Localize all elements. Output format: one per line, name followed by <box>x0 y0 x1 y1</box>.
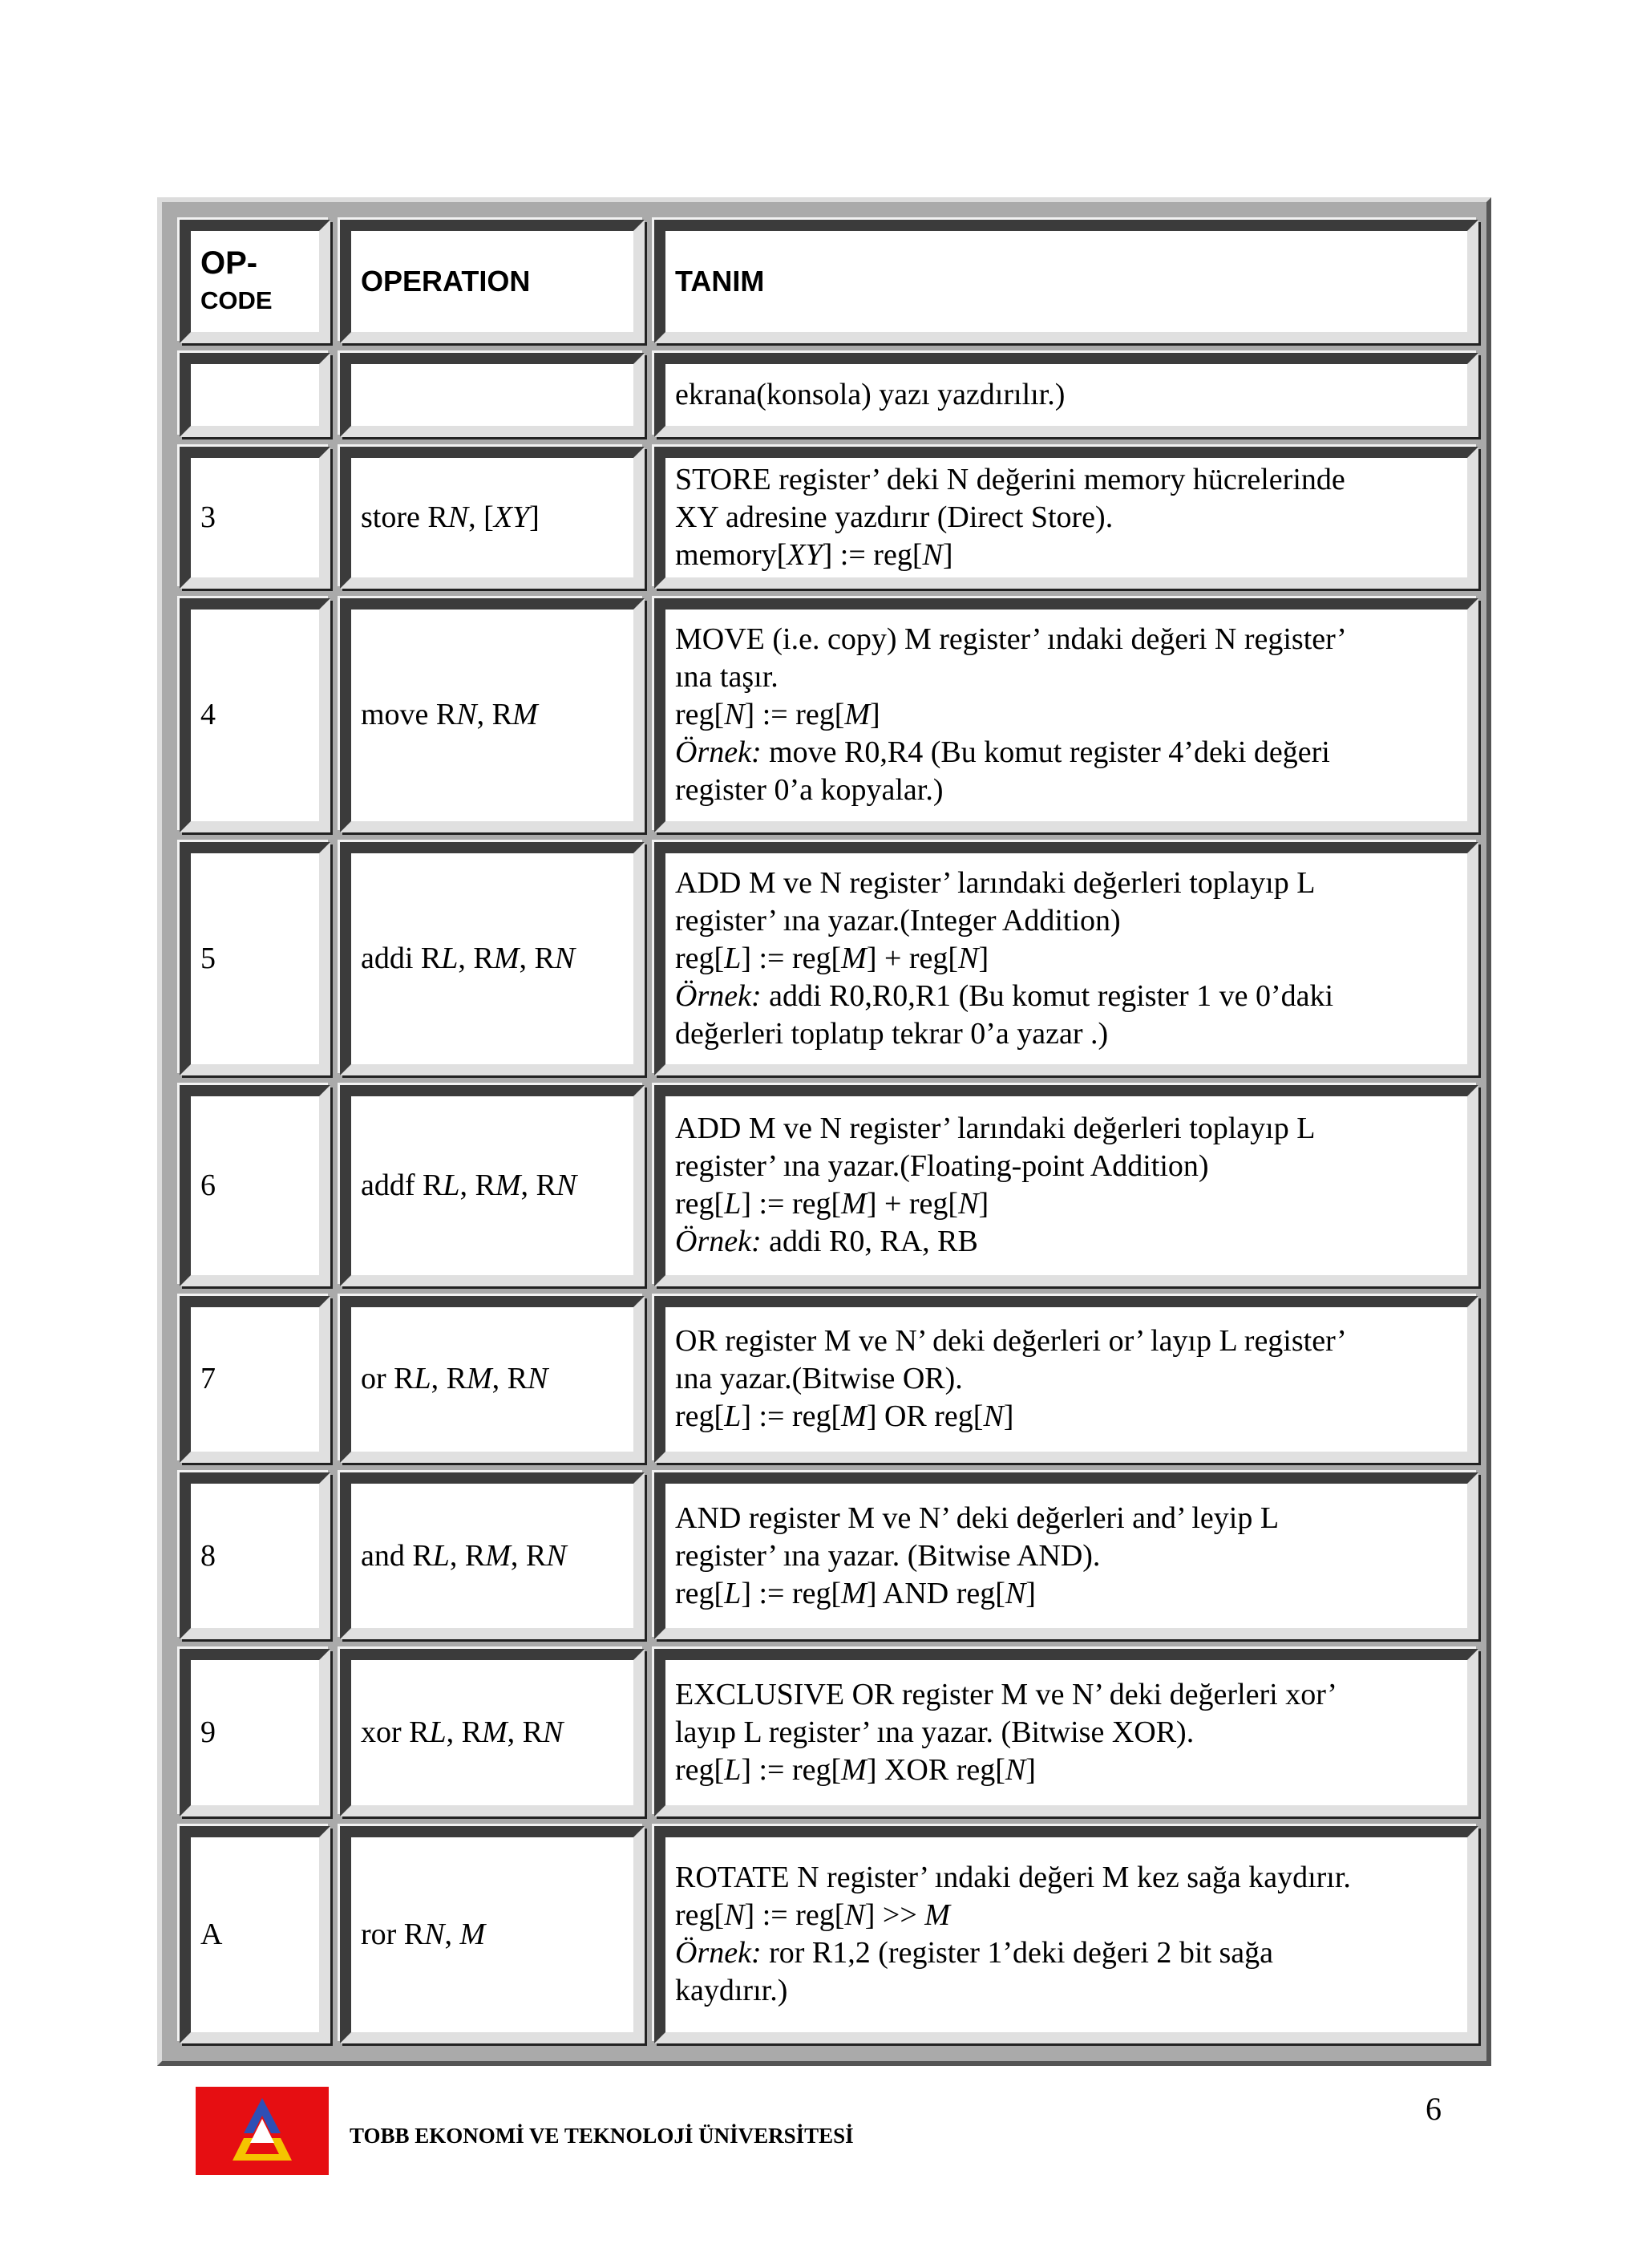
description-line <box>675 1972 1467 2010</box>
text-segment: M <box>841 941 867 975</box>
text-segment: ] := reg[ <box>741 1753 842 1788</box>
text-segment: L <box>724 1753 742 1788</box>
opcode-cell <box>180 447 330 589</box>
text-segment: N <box>556 1168 577 1202</box>
text-segment: N <box>447 500 469 534</box>
text-segment: ] := reg[ <box>822 537 923 572</box>
text-segment: N <box>543 1715 564 1750</box>
text-segment: N <box>554 941 576 975</box>
table-row <box>180 447 1478 589</box>
text-segment: kaydırır.) <box>675 1974 788 2008</box>
opcode-value: 3 <box>200 500 216 534</box>
text-segment: , R <box>507 1715 544 1750</box>
text-segment: register’ ına yazar.(Integer Addition) <box>675 903 1121 938</box>
text-segment: reg[ <box>675 1187 725 1221</box>
text-segment: reg[ <box>675 1399 725 1434</box>
text-segment: ror R1,2 (register 1’deki değeri 2 bit sağa <box>761 1936 1274 1970</box>
description-line <box>675 376 1467 414</box>
operation-cell <box>340 1085 645 1286</box>
text-segment: XY adresine yazdırır (Direct Store). <box>675 500 1114 534</box>
opcode-cell <box>180 353 330 436</box>
description-cell <box>654 353 1478 436</box>
text-segment: ] <box>1025 1753 1036 1788</box>
description-line <box>675 1185 1467 1223</box>
text-segment: , R <box>459 1168 495 1202</box>
text-segment: layıp L register’ ına yazar. (Bitwise XOR). <box>675 1715 1195 1750</box>
text-segment: M <box>482 1715 508 1750</box>
text-segment: and R <box>361 1538 433 1573</box>
opcode-value: 9 <box>200 1715 216 1750</box>
text-segment: M <box>841 1187 867 1221</box>
description-line <box>675 1859 1467 1897</box>
description-line <box>675 1500 1467 1537</box>
opcode-value: 4 <box>200 698 216 732</box>
operation-cell <box>340 598 645 832</box>
text-segment: N <box>724 1898 745 1933</box>
text-segment: EXCLUSIVE OR register M ve N’ deki değerleri xor’ <box>675 1678 1337 1712</box>
text-segment: ] <box>978 1187 989 1221</box>
text-segment: store R <box>361 500 448 534</box>
opcode-cell <box>180 1826 330 2043</box>
header-opcode-line2: CODE <box>200 286 273 314</box>
text-segment: N <box>456 698 477 732</box>
table-row <box>180 1296 1478 1463</box>
text-segment: ] := reg[ <box>741 941 842 975</box>
description-cell <box>654 1649 1478 1816</box>
instruction-table-frame <box>157 197 1491 2066</box>
description-line <box>675 1223 1467 1261</box>
text-segment: ror R <box>361 1917 425 1951</box>
text-segment: N <box>844 1898 865 1933</box>
text-segment: ] + reg[ <box>866 1187 959 1221</box>
text-segment: M <box>459 1917 486 1951</box>
text-segment: ] <box>942 537 953 572</box>
text-segment: M <box>512 698 538 732</box>
text-segment: ADD M ve N register’ larındaki değerleri toplayıp L <box>675 1112 1316 1146</box>
table-row <box>180 842 1478 1076</box>
text-segment: move R0,R4 (Bu komut register 4’deki değeri <box>761 735 1330 770</box>
text-segment: ] >> <box>864 1898 925 1933</box>
text-segment: M <box>493 941 520 975</box>
text-segment: , R <box>458 941 494 975</box>
text-segment: addi R <box>361 941 442 975</box>
description-line <box>675 621 1467 658</box>
text-segment: L <box>724 941 742 975</box>
text-segment: N <box>528 1362 548 1396</box>
table-row <box>180 1649 1478 1816</box>
text-segment: N <box>1005 1753 1026 1788</box>
text-segment: değerleri toplatıp tekrar 0’a yazar .) <box>675 1016 1109 1051</box>
text-segment: N <box>983 1399 1004 1434</box>
text-segment: ] := reg[ <box>741 1576 842 1610</box>
text-segment: ] <box>978 941 989 975</box>
text-segment: register’ ına yazar. (Bitwise AND). <box>675 1538 1101 1573</box>
text-segment: Örnek: <box>675 1225 762 1259</box>
table-row <box>180 1085 1478 1286</box>
text-segment: ] := reg[ <box>741 1399 842 1434</box>
text-segment: ] <box>529 500 540 534</box>
text-segment: reg[ <box>675 1576 725 1610</box>
description-cell <box>654 1296 1478 1463</box>
table-row <box>180 598 1478 832</box>
university-name: TOBB EKONOMİ VE TEKNOLOJİ ÜNİVERSİTESİ <box>350 2124 854 2148</box>
description-line <box>675 1897 1467 1934</box>
text-segment: , <box>444 1917 460 1951</box>
text-segment: M <box>841 1576 867 1610</box>
text-segment: L <box>432 1538 450 1573</box>
text-segment: L <box>414 1362 431 1396</box>
operation-cell <box>340 1649 645 1816</box>
text-segment: , R <box>519 941 555 975</box>
text-segment: ] := reg[ <box>744 1898 845 1933</box>
text-segment: Örnek: <box>675 1936 762 1970</box>
text-segment: , R <box>491 1362 528 1396</box>
text-segment: XY <box>493 500 530 534</box>
description-line <box>675 1714 1467 1752</box>
text-segment: M <box>467 1362 492 1396</box>
text-segment: ekrana(konsola) yazı yazdırılır.) <box>675 377 1066 411</box>
text-segment: , R <box>476 698 512 732</box>
text-segment: M <box>841 1399 867 1434</box>
text-segment: reg[ <box>675 1898 725 1933</box>
opcode-value: 6 <box>200 1168 216 1202</box>
text-segment: ] := reg[ <box>744 698 845 732</box>
text-segment: move R <box>361 698 457 732</box>
description-line <box>675 1148 1467 1185</box>
opcode-cell <box>180 1296 330 1463</box>
text-segment: M <box>485 1538 511 1573</box>
operation-cell <box>340 1296 645 1463</box>
text-segment: reg[ <box>675 698 725 732</box>
description-line <box>675 537 1467 574</box>
instruction-table <box>170 210 1488 2053</box>
header-opcode <box>180 220 330 343</box>
text-segment: memory[ <box>675 537 787 572</box>
text-segment: register 0’a kopyalar.) <box>675 773 944 808</box>
description-line <box>675 696 1467 734</box>
table-row <box>180 1472 1478 1639</box>
text-segment: Örnek: <box>675 735 762 770</box>
text-segment: , R <box>449 1538 486 1573</box>
text-segment: L <box>724 1576 742 1610</box>
text-segment: L <box>443 1168 460 1202</box>
text-segment: ına taşır. <box>675 660 779 695</box>
text-segment: ] <box>1003 1399 1014 1434</box>
text-segment: OR register M ve N’ deki değerleri or’ layıp L register’ <box>675 1324 1347 1359</box>
description-line <box>675 940 1467 978</box>
text-segment: Örnek: <box>675 978 762 1013</box>
text-segment: , R <box>510 1538 547 1573</box>
text-segment: M <box>924 1898 950 1933</box>
description-line <box>675 1752 1467 1789</box>
text-segment: M <box>495 1168 521 1202</box>
logo-triangle-icon <box>196 2087 329 2175</box>
table-row <box>180 1826 1478 2043</box>
operation-cell <box>340 1472 645 1639</box>
header-tanim-label: TANIM <box>675 265 765 298</box>
opcode-value: 7 <box>200 1362 216 1396</box>
table-header-row <box>180 220 1478 343</box>
text-segment: reg[ <box>675 941 725 975</box>
text-segment: L <box>724 1399 742 1434</box>
operation-cell <box>340 353 645 436</box>
text-segment: or R <box>361 1362 415 1396</box>
text-segment: M <box>844 698 871 732</box>
description-cell <box>654 1472 1478 1639</box>
description-cell <box>654 842 1478 1076</box>
description-line <box>675 1398 1467 1436</box>
header-tanim <box>654 220 1478 343</box>
text-segment: , R <box>520 1168 556 1202</box>
text-segment: STORE register’ deki N değerini memory hücrelerinde <box>675 462 1345 496</box>
text-segment: N <box>1005 1576 1026 1610</box>
page-number: 6 <box>1426 2091 1442 2127</box>
text-segment: L <box>429 1715 447 1750</box>
text-segment: N <box>958 941 979 975</box>
text-segment: N <box>922 537 943 572</box>
text-segment: ] <box>1025 1576 1036 1610</box>
header-opcode-line1: OP- <box>200 245 258 281</box>
opcode-cell <box>180 598 330 832</box>
header-operation-label: OPERATION <box>361 265 531 298</box>
text-segment: N <box>724 698 745 732</box>
description-cell <box>654 598 1478 832</box>
text-segment: ADD M ve N register’ larındaki değerleri toplayıp L <box>675 865 1316 900</box>
text-segment: N <box>958 1187 979 1221</box>
description-line <box>675 734 1467 772</box>
opcode-value: 5 <box>200 941 216 975</box>
text-segment: L <box>441 941 459 975</box>
text-segment: , [ <box>468 500 494 534</box>
description-line <box>675 461 1467 499</box>
operation-cell <box>340 447 645 589</box>
text-segment: , R <box>431 1362 467 1396</box>
text-segment: ] OR reg[ <box>866 1399 984 1434</box>
text-segment: MOVE (i.e. copy) M register’ ındaki değeri N register’ <box>675 622 1347 657</box>
opcode-value: A <box>200 1917 223 1951</box>
description-line <box>675 1110 1467 1148</box>
operation-cell <box>340 842 645 1076</box>
text-segment: N <box>424 1917 445 1951</box>
text-segment: M <box>841 1753 867 1788</box>
text-segment: ] <box>870 698 880 732</box>
university-logo <box>196 2087 329 2175</box>
description-line <box>675 1537 1467 1575</box>
text-segment: L <box>724 1187 742 1221</box>
text-segment: addf R <box>361 1168 443 1202</box>
table-row <box>180 353 1478 436</box>
description-cell <box>654 447 1478 589</box>
text-segment: ] AND reg[ <box>866 1576 1005 1610</box>
description-line <box>675 865 1467 902</box>
text-segment: AND register M ve N’ deki değerleri and’ leyip L <box>675 1501 1280 1535</box>
description-line <box>675 1934 1467 1972</box>
text-segment: ] := reg[ <box>741 1187 842 1221</box>
text-segment: N <box>546 1538 567 1573</box>
text-segment: register’ ına yazar.(Floating-point Addition) <box>675 1149 1209 1184</box>
text-segment: ROTATE N register’ ındaki değeri M kez sağa kaydırır. <box>675 1861 1351 1895</box>
opcode-cell <box>180 1085 330 1286</box>
text-segment: xor R <box>361 1715 430 1750</box>
description-line <box>675 1015 1467 1053</box>
text-segment: ına yazar.(Bitwise OR). <box>675 1362 963 1396</box>
text-segment: ] XOR reg[ <box>866 1753 1005 1788</box>
description-line <box>675 1676 1467 1714</box>
text-segment: reg[ <box>675 1753 725 1788</box>
description-line <box>675 1322 1467 1360</box>
header-operation <box>340 220 645 343</box>
text-segment: , R <box>446 1715 482 1750</box>
text-segment: XY <box>787 537 823 572</box>
description-line <box>675 1575 1467 1613</box>
description-line <box>675 772 1467 809</box>
text-segment: ] + reg[ <box>866 941 959 975</box>
description-line <box>675 499 1467 537</box>
description-cell <box>654 1826 1478 2043</box>
description-cell <box>654 1085 1478 1286</box>
operation-cell <box>340 1826 645 2043</box>
opcode-cell <box>180 1472 330 1639</box>
text-segment: addi R0,R0,R1 (Bu komut register 1 ve 0’daki <box>761 978 1334 1013</box>
text-segment: addi R0, RA, RB <box>761 1225 978 1259</box>
opcode-cell <box>180 842 330 1076</box>
description-line <box>675 658 1467 696</box>
description-line <box>675 1360 1467 1398</box>
opcode-value: 8 <box>200 1538 216 1573</box>
description-line <box>675 902 1467 940</box>
description-line <box>675 978 1467 1015</box>
opcode-cell <box>180 1649 330 1816</box>
